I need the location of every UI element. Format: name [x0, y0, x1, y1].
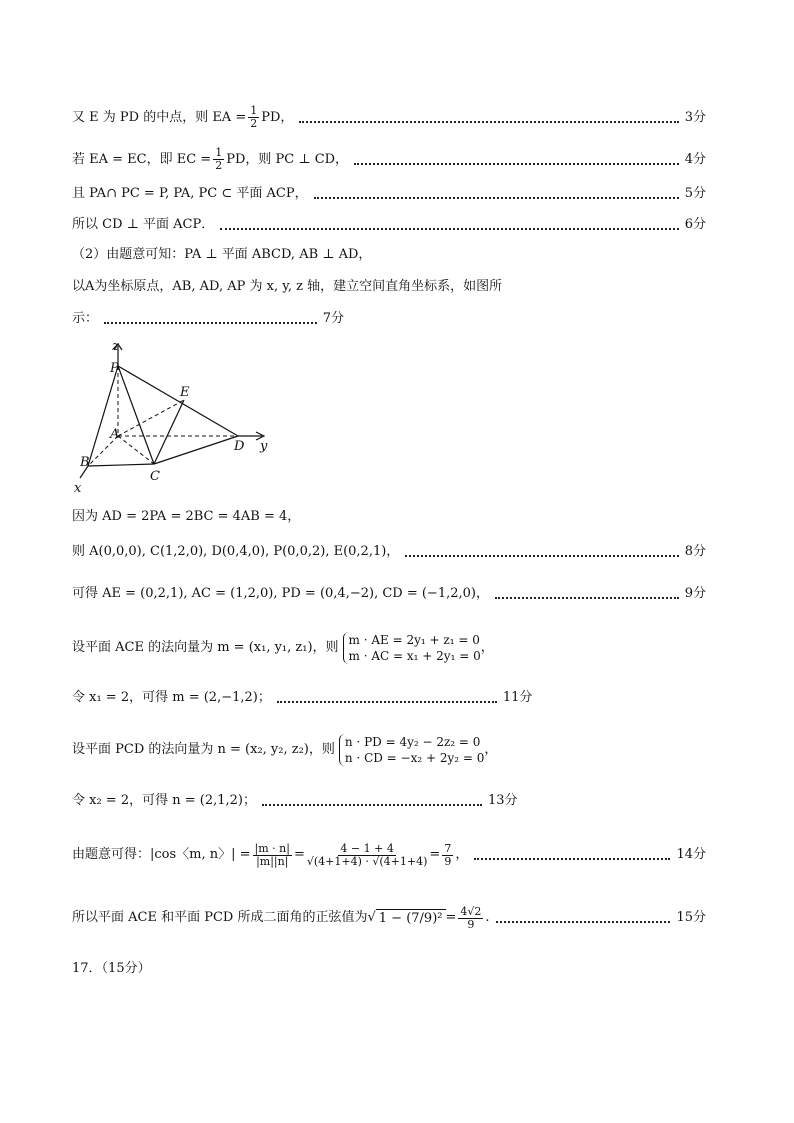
edge-CE: [154, 400, 184, 464]
line-text: 以A为坐标原点，AB, AD, AP 为 x, y, z 轴，建立空间直角坐标系，如图所: [72, 279, 503, 294]
edge-AE: [118, 400, 184, 436]
fraction: $\frac{7}{9}$: [444, 841, 452, 868]
score-label: 3分: [684, 109, 706, 125]
line-text: 令 x₁ = 2，可得 m = (2,−1,2)；: [72, 690, 271, 705]
score-label: 9分: [684, 586, 706, 601]
dot-leader: [262, 804, 482, 806]
label-y: y: [260, 439, 268, 454]
line-text: 若 EA = EC，即 EC =: [72, 151, 212, 167]
solution-line-16: 所以平面 ACE 和平面 PCD 所成二面角的正弦值为 √ 1 − (7/9)² = $\frac{4√2}{9}$ . 15分: [72, 904, 706, 931]
solution-line-11: [72, 630, 706, 666]
line-text: 则 A(0,0,0), C(1,2,0), D(0,4,0), P(0,0,2), E(0,2,1)，: [72, 544, 400, 559]
line-text: 示：: [72, 311, 99, 326]
line-text: PD，: [261, 109, 294, 125]
solution-line-1: [72, 105, 706, 130]
solution-line-12: [72, 689, 706, 707]
score-label: 13分: [488, 793, 518, 808]
fraction: $\frac{1}{2}$: [250, 104, 258, 130]
score-label: 5分: [684, 186, 706, 201]
fraction: $\frac{|m \cdot n|}{|m||n|}$: [254, 841, 290, 868]
solution-line-13: [72, 732, 706, 768]
label-B: B: [80, 455, 90, 470]
line-text: 设平面 ACE 的法向量为 m = (x₁, y₁, z₁)，则: [72, 640, 339, 655]
dot-leader: [354, 163, 679, 165]
dot-leader: [299, 121, 678, 123]
line-text: 所以 CD ⊥ 平面 ACP．: [72, 217, 215, 232]
dot-leader: [495, 597, 679, 599]
solution-line-8: [72, 508, 706, 526]
label-P: P: [110, 361, 119, 376]
line-text: 因为 AD = 2PA = 2BC = 4AB = 4，: [72, 509, 301, 524]
line-text: 由题意可得：|cos〈m, n〉| =: [72, 847, 251, 862]
line-text: 可得 AE = (0,2,1), AC = (1,2,0), PD = (0,4,−2), CD = (−1,2,0)，: [72, 586, 489, 601]
solution-line-2: [72, 147, 706, 172]
line-text: ，: [484, 742, 498, 757]
score-label: 14分: [676, 847, 706, 862]
dot-leader: [474, 858, 670, 860]
score-label: 8分: [684, 544, 706, 559]
line-text: 所以平面 ACE 和平面 PCD 所成二面角的正弦值为: [72, 910, 368, 925]
dot-leader: [496, 921, 671, 923]
fraction: $\frac{4 - 1 + 4}{√(4+1+4) \cdot √(4+1+4)}$: [306, 841, 428, 868]
solution-line-4: [72, 216, 706, 234]
solution-line-7: [72, 310, 344, 328]
score-label: 15分: [676, 910, 706, 925]
label-D: D: [234, 439, 245, 454]
line-text: 17．（15分）: [72, 961, 151, 976]
line-text: 设平面 PCD 的法向量为 n = (x₂, y₂, z₂)，则: [72, 742, 335, 757]
line-text: 且 PA∩ PC = P, PA, PC ⊂ 平面 ACP，: [72, 186, 308, 201]
dot-leader: [104, 322, 317, 324]
solution-line-5: [72, 246, 706, 264]
line-text: 又 E 为 PD 的中点，则 EA =: [72, 109, 247, 125]
line-text: ，: [480, 640, 494, 655]
dot-leader: [314, 197, 679, 199]
solution-line-9: [72, 543, 706, 561]
solution-line-10: [72, 585, 706, 603]
edge-PC: [118, 366, 154, 464]
coordinate-figure: [72, 336, 282, 496]
edge-BC: [88, 464, 154, 466]
solution-line-15: 由题意可得：|cos〈m, n〉| = $\frac{|m \cdot n|}{|m||n|}$ = $\frac{4 - 1 + 4}{√(4+1+4) \cdot √(4+1+4)}$ = $\frac{7}{9}$ ， 14分: [72, 841, 706, 868]
equation-system: n · PD = 4y₂ − 2z₂ = 0 n · CD = −x₂ + 2y₂ = 0: [339, 734, 485, 766]
equation-system: m · AE = 2y₁ + z₁ = 0 m · AC = x₁ + 2y₁ = 0: [343, 632, 481, 664]
label-A: A: [110, 427, 120, 442]
label-E: E: [180, 385, 190, 400]
line-text: （2）由题意可知：PA ⊥ 平面 ABCD, AB ⊥ AD，: [72, 247, 372, 262]
dot-leader: [277, 701, 497, 703]
solution-line-14: [72, 792, 706, 810]
dot-leader: [405, 555, 678, 557]
line-text: PD，则 PC ⊥ CD，: [226, 151, 349, 167]
score-label: 7分: [322, 311, 344, 326]
fraction: $\frac{4√2}{9}$: [460, 904, 482, 931]
square-root: √ 1 − (7/9)²: [367, 909, 445, 928]
edge-PD: [118, 366, 238, 436]
score-label: 4分: [684, 151, 706, 167]
label-C: C: [150, 469, 160, 484]
label-z: z: [112, 339, 119, 354]
score-label: 11分: [502, 690, 533, 705]
question-17-heading: [72, 960, 706, 978]
label-x: x: [74, 481, 82, 496]
score-label: 6分: [684, 217, 706, 232]
solution-line-3: [72, 185, 706, 203]
fraction: $\frac{1}{2}$: [215, 146, 223, 172]
edge-CD: [154, 436, 238, 464]
solution-line-6: [72, 278, 706, 296]
dot-leader: [220, 228, 679, 230]
line-text: 令 x₂ = 2，可得 n = (2,1,2)；: [72, 793, 256, 808]
